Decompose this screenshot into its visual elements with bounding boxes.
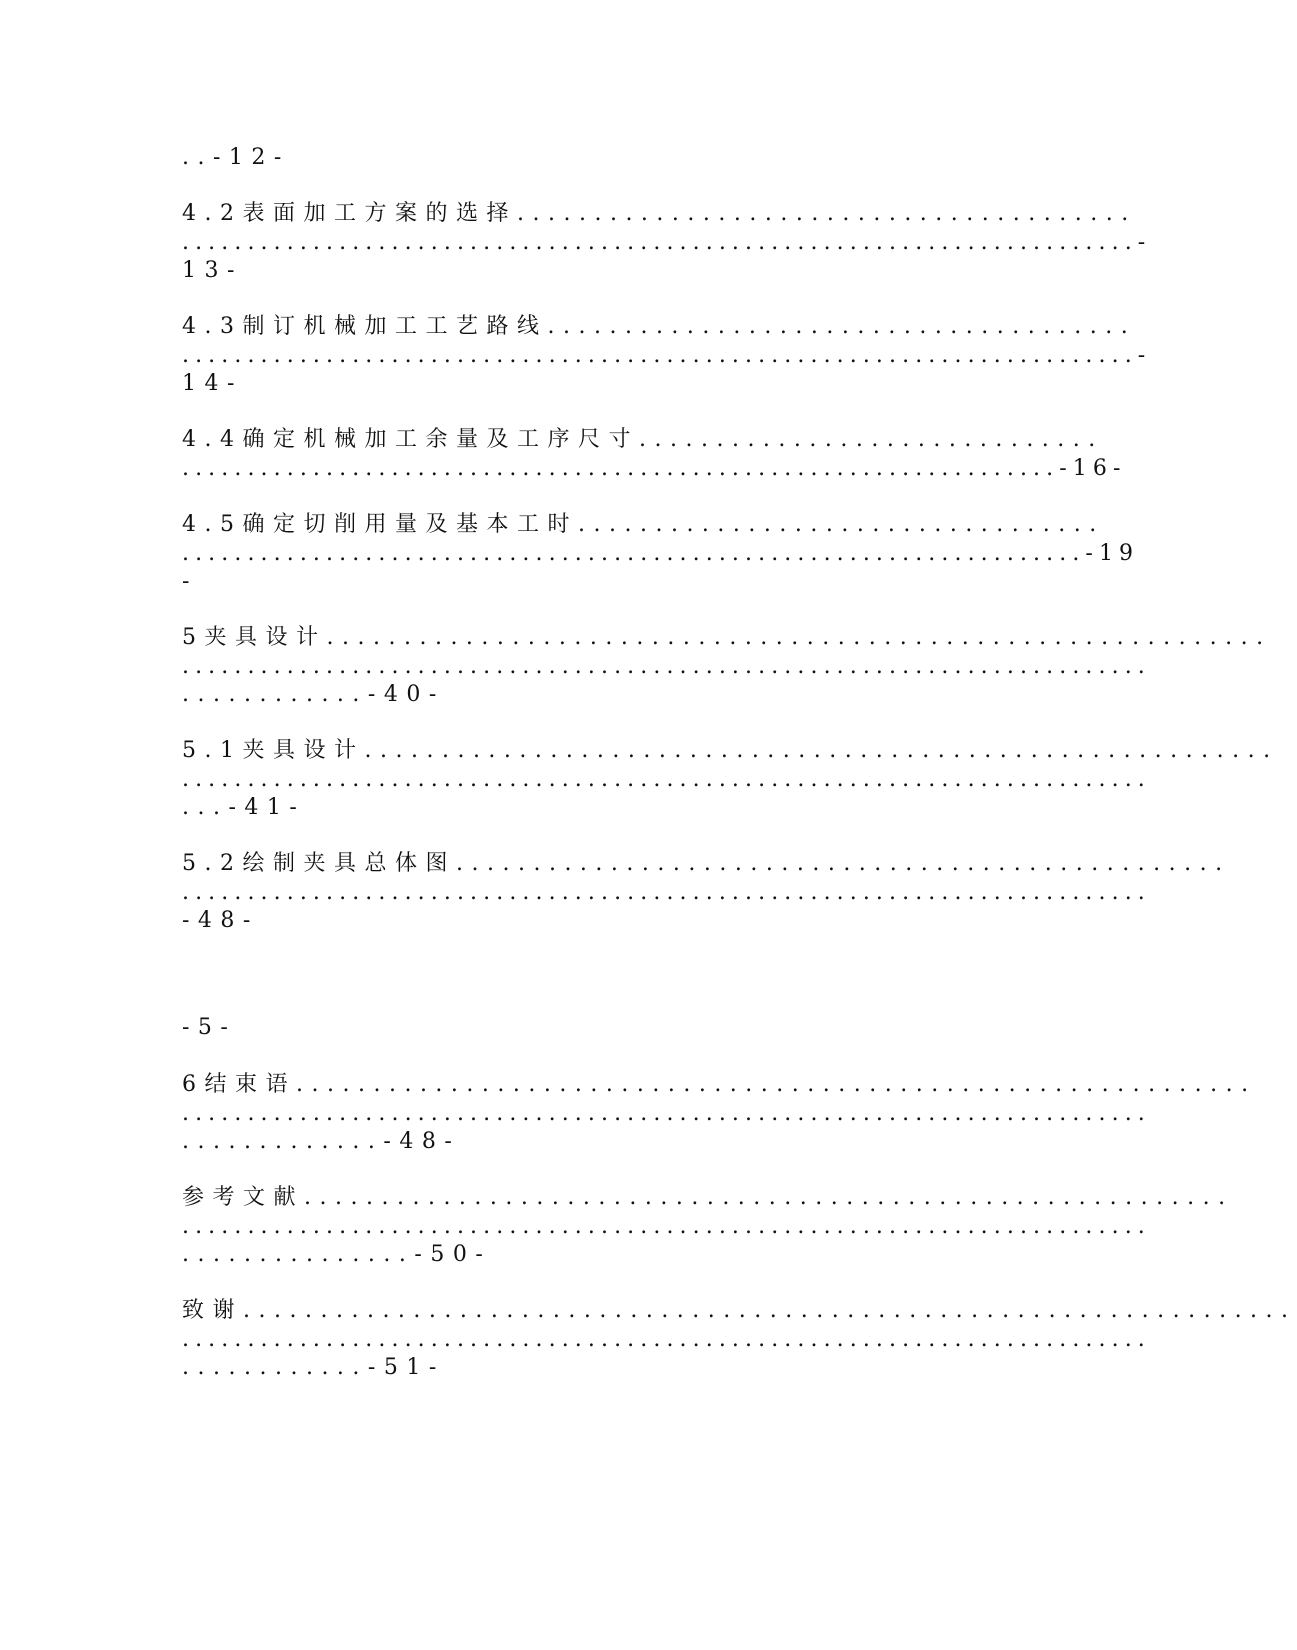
toc-leader-references: .......................................................................... bbox=[182, 1214, 1151, 1239]
toc-entry-4-3: 4.3制订机械加工工艺路线...................................... bbox=[182, 314, 1137, 339]
toc-entry-5-2: 5.2绘制夹具总体图.................................................. bbox=[182, 851, 1231, 876]
toc-entry-references: 参考文献............................................................ bbox=[182, 1185, 1234, 1210]
toc-page-5-2: -48- bbox=[182, 908, 259, 933]
toc-leader-4-3: .........................................................................- bbox=[182, 343, 1152, 368]
toc-entry-4-4: 4.4确定机械加工余量及工序尺寸.............................. bbox=[182, 427, 1104, 452]
toc-leader-acknowledgements: .......................................................................... bbox=[182, 1327, 1151, 1352]
toc-entry-4-5: 4.5确定切削用量及基本工时.................................. bbox=[182, 512, 1105, 537]
toc-leader-4-2: .........................................................................- bbox=[182, 230, 1152, 255]
toc-page-4-5: - bbox=[182, 569, 198, 594]
page-number: -5- bbox=[182, 1015, 237, 1040]
toc-entry-5: 5夹具设计............................................................. bbox=[182, 625, 1272, 650]
toc-page-5: ............-40- bbox=[182, 682, 445, 707]
toc-leader-5: .......................................................................... bbox=[182, 654, 1151, 679]
toc-page-4-3: 14- bbox=[182, 371, 243, 396]
toc-leader-5-1: .......................................................................... bbox=[182, 767, 1151, 792]
toc-page-acknowledgements: ............-51- bbox=[182, 1355, 445, 1380]
toc-page-6: .............-48- bbox=[182, 1129, 461, 1154]
toc-page-4-2: 13- bbox=[182, 258, 243, 283]
toc-entry-5-1: 5.1夹具设计........................................................... bbox=[182, 738, 1279, 763]
toc-entry-6: 6结束语.............................................................. bbox=[182, 1072, 1257, 1097]
toc-page-5-1: ...-41- bbox=[182, 795, 306, 820]
toc-leader-4-5: .....................................................................-19 bbox=[182, 541, 1140, 566]
toc-line-page-12: ..-12- bbox=[182, 145, 290, 170]
toc-leader-5-2: .......................................................................... bbox=[182, 880, 1151, 905]
toc-leader-4-4: ...................................................................-16- bbox=[182, 456, 1127, 481]
toc-entry-4-2: 4.2表面加工方案的选择........................................ bbox=[182, 201, 1137, 226]
toc-page-references: ...............-50- bbox=[182, 1242, 492, 1267]
toc-leader-6: .......................................................................... bbox=[182, 1101, 1151, 1126]
toc-entry-acknowledgements: 致谢.................................................................... bbox=[182, 1298, 1297, 1323]
